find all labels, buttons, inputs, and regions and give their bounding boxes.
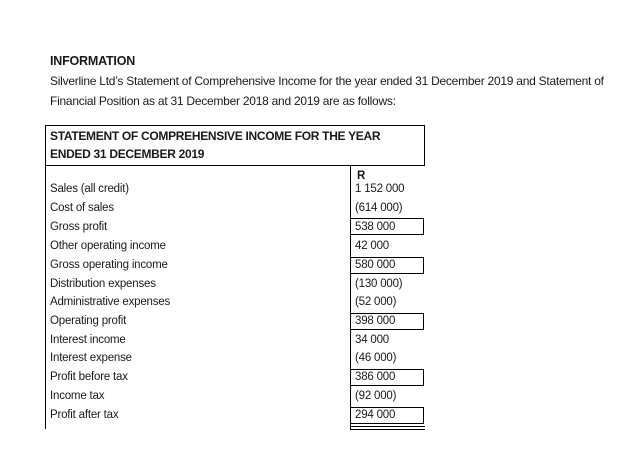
row-value: (52 000) (355, 296, 397, 308)
income-statement-table (45, 125, 425, 430)
row-value: (92 000) (355, 390, 397, 402)
row-value: (614 000) (355, 202, 403, 214)
row-label: Profit before tax (50, 371, 128, 383)
currency-header: R (357, 170, 366, 182)
row-label: Interest expense (50, 352, 132, 364)
table-border-top (45, 125, 425, 126)
table-border-right (424, 125, 425, 165)
row-label: Distribution expenses (50, 278, 156, 290)
row-value: 538 000 (355, 221, 396, 233)
row-value: 294 000 (355, 409, 396, 421)
row-label: Gross profit (50, 221, 108, 233)
row-label: Sales (all credit) (50, 183, 129, 195)
row-value: 580 000 (355, 259, 396, 271)
value-column-divider (350, 165, 351, 430)
row-value: 398 000 (355, 315, 396, 327)
row-value: 42 000 (355, 240, 389, 252)
row-label: Gross operating income (50, 259, 168, 271)
row-label: Operating profit (50, 315, 127, 327)
double-underline (350, 429, 425, 430)
row-label: Administrative expenses (50, 296, 171, 308)
row-value: 1 152 000 (355, 183, 405, 195)
table-title: STATEMENT OF COMPREHENSIVE INCOME FOR THE YEAR ENDED 31 DECEMBER 2019 (50, 129, 381, 161)
table-title-divider (45, 165, 425, 166)
row-label: Interest income (50, 334, 126, 346)
section-heading: INFORMATION (50, 54, 136, 68)
row-label: Cost of sales (50, 202, 114, 214)
intro-paragraph: Silverline Ltd’s Statement of Comprehensive Income for the year ended 31 December 2019 and Statement of Financial Position as at 31 December 2018 and 2019 are as follows: (50, 74, 604, 108)
row-label: Income tax (50, 390, 105, 402)
row-label: Other operating income (50, 240, 166, 252)
row-value: (46 000) (355, 352, 397, 364)
row-value: 386 000 (355, 371, 396, 383)
table-border-left (45, 125, 46, 429)
row-value: (130 000) (355, 278, 403, 290)
row-label: Profit after tax (50, 409, 119, 421)
double-underline (350, 426, 425, 427)
row-value: 34 000 (355, 334, 389, 346)
